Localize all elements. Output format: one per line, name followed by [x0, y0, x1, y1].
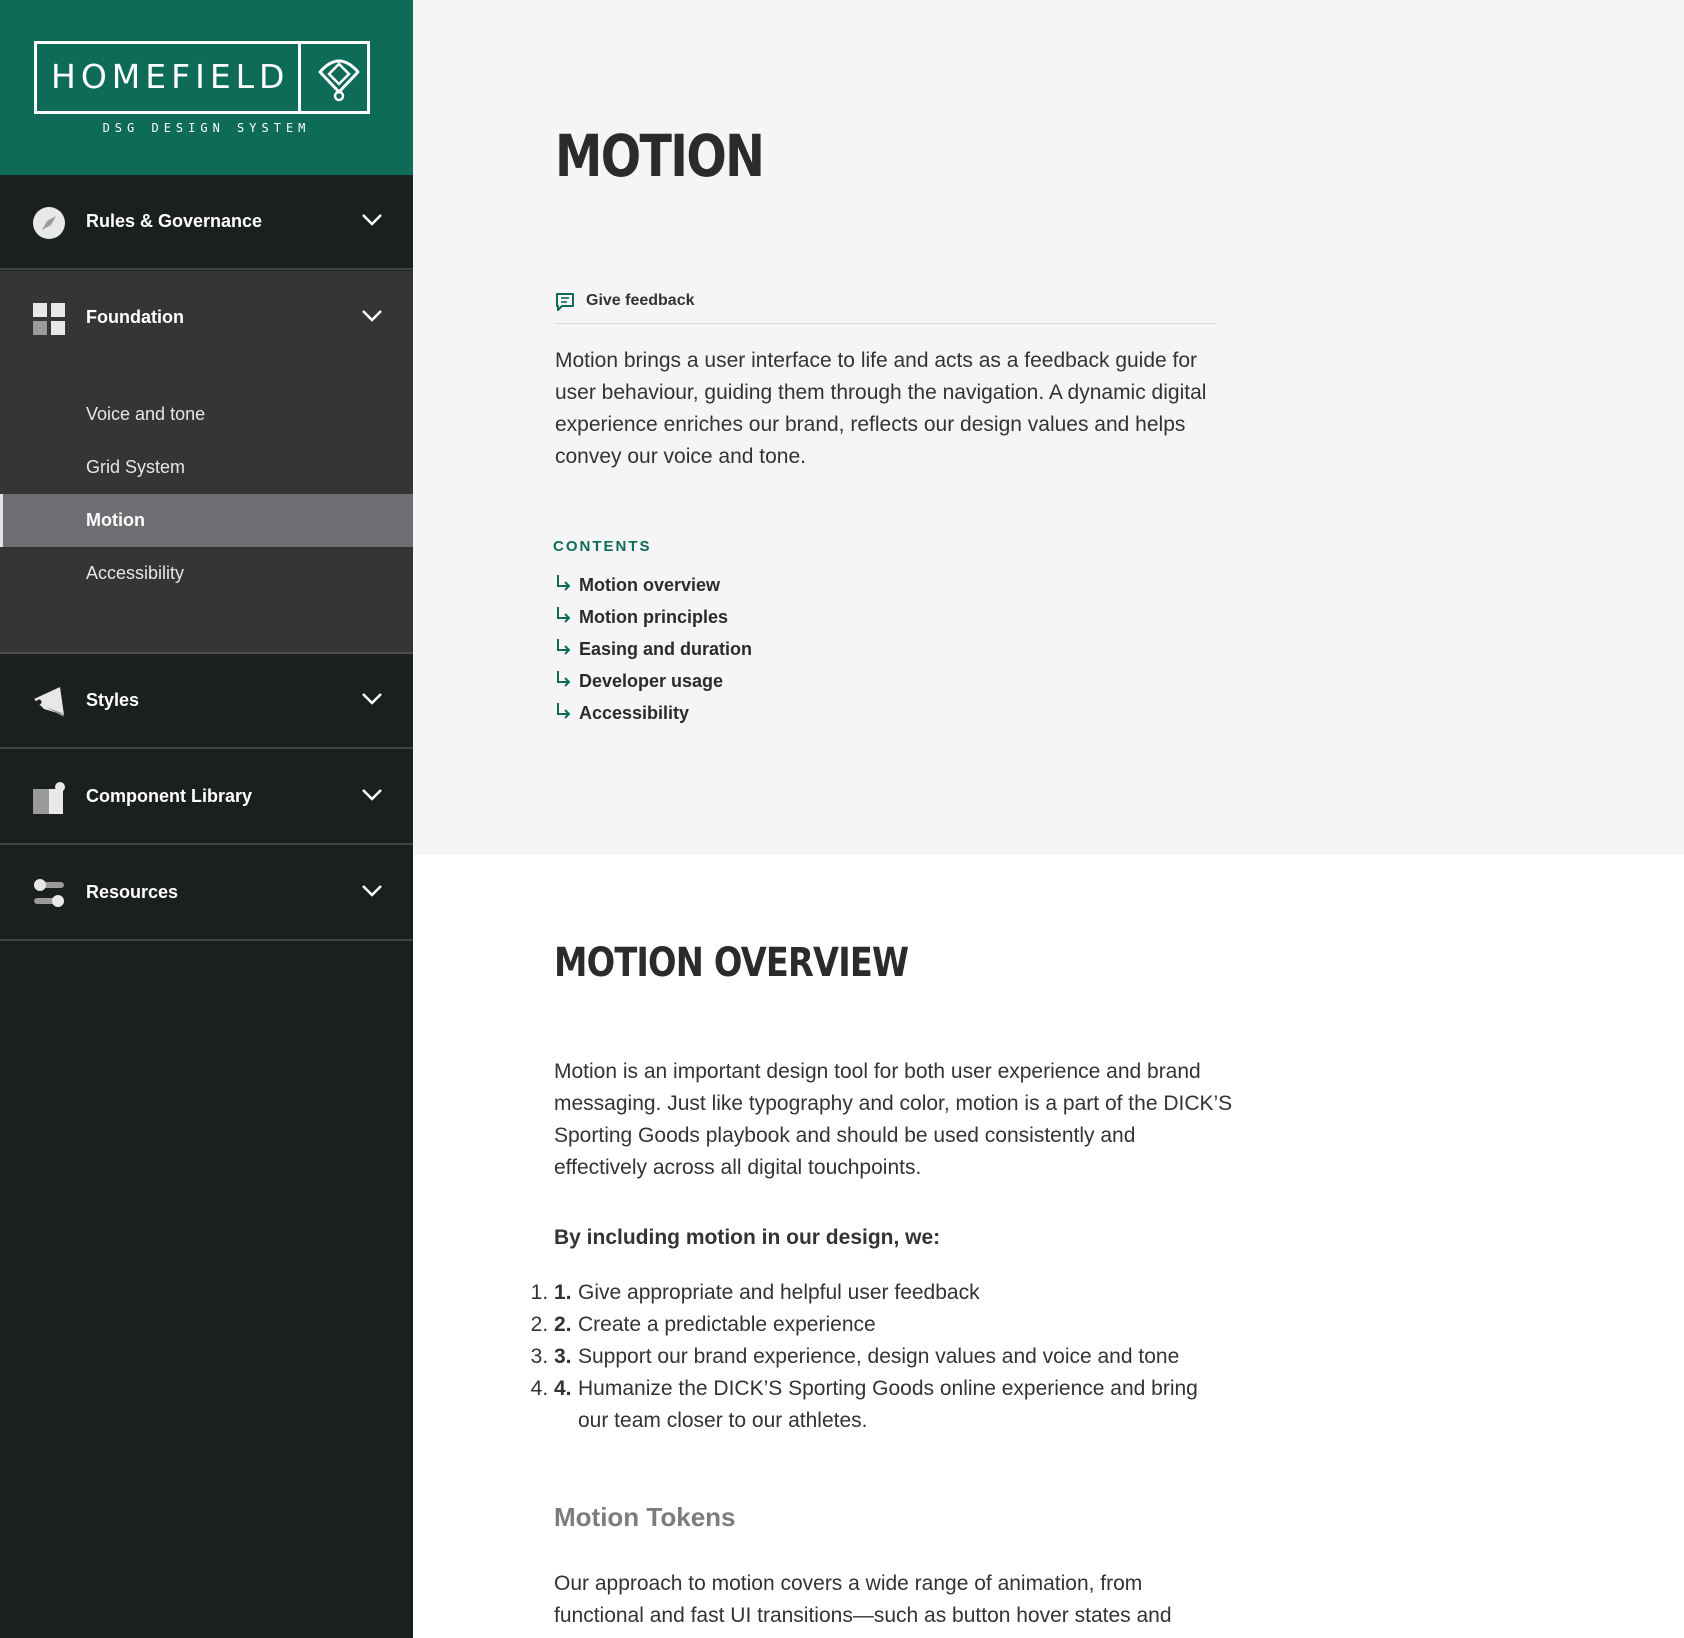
toc-link-label: Developer usage [579, 671, 724, 691]
component-icon [32, 781, 66, 815]
sidebar-item-styles[interactable] [0, 654, 413, 749]
overview-numbered-list [554, 1277, 1234, 1437]
feedback-icon [555, 292, 575, 312]
overview-paragraph: Motion is an important design tool for both user experience and brand messaging. Just like typography and color, motion is a part of the DICK’S Sporting Goods playbook and should be used consistently and effectively across all digital touchpoints. [554, 1060, 1233, 1179]
sidebar [0, 0, 413, 1638]
chevron-down-icon [361, 309, 383, 323]
sidebar-item-label: Styles [86, 690, 140, 710]
sidebar-subitem-label: Accessibility [86, 563, 185, 583]
chevron-down-icon [361, 788, 383, 802]
list-item-number: 1. 1. [554, 1281, 572, 1304]
toc-link-label: Easing and duration [579, 639, 753, 659]
logo-subtitle: DSG DESIGN SYSTEM [102, 121, 311, 135]
sidebar-group-foundation [0, 271, 413, 654]
list-item-number: 4. 4. [554, 1377, 572, 1400]
chevron-down-icon [361, 213, 383, 227]
sidebar-subitem-label: Grid System [86, 457, 186, 477]
sidebar-item-component-library[interactable] [0, 750, 413, 845]
sidebar-item-label: Component Library [86, 786, 253, 806]
arrow-return-icon [555, 606, 573, 626]
list-item [554, 1373, 1234, 1437]
toc-link-label: Motion principles [579, 607, 729, 627]
overview-lead: By including motion in our design, we: [554, 1226, 941, 1249]
logo-wordmark: HOMEFIELD [51, 57, 290, 96]
sidebar-item-label: Resources [86, 882, 179, 902]
list-item-text: Create a predictable experience [578, 1313, 876, 1336]
arrow-return-icon [555, 670, 573, 690]
sidebar-subitem-voice-and-tone[interactable] [0, 388, 413, 441]
sidebar-item-rules-governance[interactable] [0, 175, 413, 270]
sidebar-subitem-label: Voice and tone [86, 404, 206, 424]
give-feedback-label: Give feedback [586, 292, 695, 309]
sidebar-item-label: Rules & Governance [86, 211, 263, 231]
contents-heading: CONTENTS [553, 538, 652, 555]
baseball-diamond-icon [316, 54, 362, 102]
logo-area [0, 0, 413, 175]
sidebar-item-resources[interactable] [0, 846, 413, 941]
motion-tokens-heading: Motion Tokens [554, 1502, 736, 1532]
compass-icon [32, 206, 66, 240]
sidebar-subitem-motion[interactable] [0, 494, 413, 547]
page-header [413, 0, 1684, 855]
list-item [554, 1309, 1234, 1341]
megaphone-icon [32, 685, 66, 719]
intro-paragraph: Motion brings a user interface to life and acts as a feedback guide for user behaviour, guiding them through the navigation. A dynamic digital experience enriches our brand, reflects our design values and helps convey our voice and tone. [555, 349, 1207, 468]
give-feedback-link[interactable] [555, 290, 1217, 324]
sidebar-item-label: Foundation [86, 307, 184, 327]
main-content [413, 0, 1684, 1638]
chevron-down-icon [361, 884, 383, 898]
sidebar-item-foundation[interactable] [0, 271, 413, 366]
sidebar-subitem-accessibility[interactable] [0, 547, 413, 600]
sliders-icon [32, 877, 66, 911]
arrow-return-icon [555, 638, 573, 658]
list-item-text: Give appropriate and helpful user feedback [578, 1281, 980, 1304]
list-item-number: 2. 2. [554, 1313, 572, 1336]
list-item [554, 1277, 1234, 1309]
list-item [554, 1341, 1234, 1373]
arrow-return-icon [555, 702, 573, 722]
arrow-return-icon [555, 574, 573, 594]
section-title-motion-overview: MOTION OVERVIEW [554, 940, 909, 986]
list-item-number: 3. 3. [554, 1345, 572, 1368]
grid-icon [32, 302, 66, 336]
logo-divider [298, 44, 301, 111]
logo[interactable] [34, 41, 370, 114]
chevron-down-icon [361, 692, 383, 706]
motion-tokens-paragraph: Our approach to motion covers a wide range of animation, from functional and fast UI transitions—such as button hover states and [554, 1572, 1172, 1627]
page-title: MOTION [555, 122, 764, 190]
toc-link-label: Accessibility [579, 703, 690, 723]
list-item-text: Humanize the DICK’S Sporting Goods online experience and bring our team closer to our athletes. [578, 1377, 1198, 1432]
toc-link-label: Motion overview [579, 575, 721, 595]
sidebar-subitem-label: Motion [86, 510, 145, 530]
list-item-text: Support our brand experience, design values and voice and tone [578, 1345, 1180, 1368]
sidebar-subitem-grid-system[interactable] [0, 441, 413, 494]
